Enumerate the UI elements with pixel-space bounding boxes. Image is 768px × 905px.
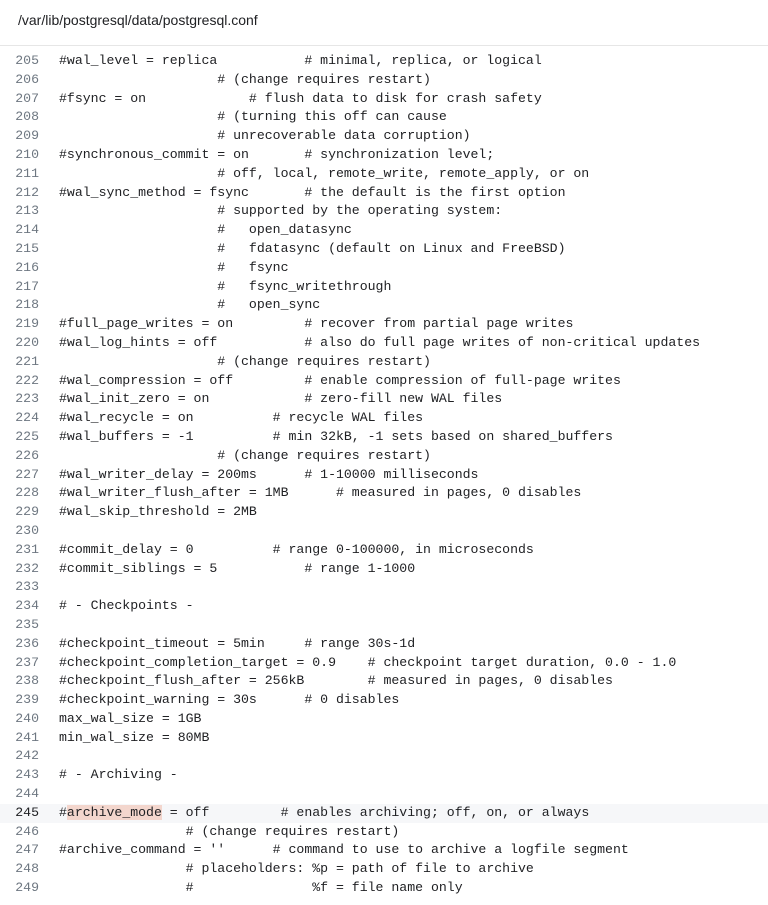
line-text: # supported by the operating system: — [59, 203, 503, 219]
line-number: 229 — [15, 504, 39, 520]
line-text: #wal_compression = off # enable compression of full-page writes — [59, 372, 621, 388]
line-number: 248 — [15, 861, 39, 877]
line-text: #checkpoint_completion_target = 0.9 # checkpoint target duration, 0.0 - 1.0 — [59, 654, 677, 670]
code-line[interactable] — [0, 428, 768, 447]
code-line[interactable] — [0, 597, 768, 616]
line-text: #full_page_writes = on # recover from partial page writes — [59, 316, 574, 332]
line-number: 220 — [15, 334, 39, 350]
line-number: 222 — [15, 372, 39, 388]
code-line[interactable] — [0, 447, 768, 466]
line-number: 225 — [15, 428, 39, 444]
line-text: min_wal_size = 80MB — [59, 729, 210, 745]
line-text — [59, 804, 589, 823]
line-number: 207 — [15, 90, 39, 106]
code-line[interactable] — [0, 841, 768, 860]
code-line[interactable] — [0, 353, 768, 372]
code-line[interactable] — [0, 560, 768, 579]
code-line[interactable] — [0, 672, 768, 691]
line-number: 210 — [15, 146, 39, 162]
code-line[interactable] — [0, 71, 768, 90]
code-line[interactable] — [0, 315, 768, 334]
line-number: 216 — [15, 259, 39, 275]
line-text: # - Checkpoints - — [59, 598, 194, 614]
line-text: # (turning this off can cause — [59, 109, 447, 125]
code-line[interactable] — [0, 372, 768, 391]
line-text: #wal_level = replica # minimal, replica, or logical — [59, 53, 542, 68]
line-text: max_wal_size = 1GB — [59, 710, 202, 726]
file-path-bar — [0, 0, 768, 46]
line-number: 240 — [15, 710, 39, 726]
code-line[interactable] — [0, 484, 768, 503]
line-text: #synchronous_commit = on # synchronization level; — [59, 146, 495, 162]
line-text-rest: = off # enables archiving; off, on, or always — [161, 804, 590, 820]
line-text: # unrecoverable data corruption) — [59, 128, 471, 144]
line-number: 223 — [15, 391, 39, 407]
line-number: 219 — [15, 316, 39, 332]
code-line[interactable] — [0, 804, 768, 823]
line-number: 247 — [15, 842, 39, 858]
line-number: 230 — [15, 522, 39, 538]
line-text: # (change requires restart) — [59, 823, 400, 839]
line-number: 208 — [15, 109, 39, 125]
line-number: 209 — [15, 128, 39, 144]
line-number: 227 — [15, 466, 39, 482]
code-line[interactable] — [0, 710, 768, 729]
code-line[interactable] — [0, 654, 768, 673]
line-number: 214 — [15, 222, 39, 238]
line-text: #checkpoint_flush_after = 256kB # measured in pages, 0 disables — [59, 673, 613, 689]
line-number: 236 — [15, 635, 39, 651]
line-text: #commit_siblings = 5 # range 1-1000 — [59, 560, 416, 576]
line-text: #commit_delay = 0 # range 0-100000, in microseconds — [59, 541, 534, 557]
line-number: 242 — [15, 748, 39, 764]
code-line[interactable] — [0, 108, 768, 127]
file-path: /var/lib/postgresql/data/postgresql.conf — [18, 12, 258, 28]
line-number: 215 — [15, 240, 39, 256]
line-number: 213 — [15, 203, 39, 219]
code-line[interactable] — [0, 165, 768, 184]
line-text: #wal_log_hints = off # also do full page writes of non-critical updates — [59, 334, 701, 350]
code-line[interactable] — [0, 202, 768, 221]
line-text: # - Archiving - — [59, 767, 178, 783]
line-text: # fsync — [59, 259, 289, 275]
code-line[interactable] — [0, 503, 768, 522]
line-number: 241 — [15, 729, 39, 745]
code-line[interactable] — [0, 278, 768, 297]
code-line[interactable] — [0, 766, 768, 785]
line-text: # open_datasync — [59, 222, 352, 238]
code-line[interactable] — [0, 259, 768, 278]
line-text: # fsync_writethrough — [59, 278, 392, 294]
line-number: 205 — [15, 53, 39, 68]
code-line[interactable] — [0, 52, 768, 71]
line-number: 228 — [15, 485, 39, 501]
line-number: 235 — [15, 616, 39, 632]
code-line[interactable] — [0, 221, 768, 240]
line-number: 206 — [15, 71, 39, 87]
line-number: 238 — [15, 673, 39, 689]
code-line[interactable] — [0, 691, 768, 710]
line-text: # placeholders: %p = path of file to archive — [59, 861, 534, 877]
line-text: #wal_writer_flush_after = 1MB # measured in pages, 0 disables — [59, 485, 582, 501]
line-text: #wal_init_zero = on # zero-fill new WAL files — [59, 391, 503, 407]
line-number: 231 — [15, 541, 39, 557]
line-text: #fsync = on # flush data to disk for crash safety — [59, 90, 542, 106]
line-text: #archive_command = '' # command to use to archive a logfile segment — [59, 842, 629, 858]
code-line[interactable] — [0, 879, 768, 898]
code-line[interactable] — [0, 90, 768, 109]
code-line[interactable] — [0, 296, 768, 315]
line-text: #wal_writer_delay = 200ms # 1-10000 milliseconds — [59, 466, 479, 482]
line-number: 233 — [15, 579, 39, 595]
code-line[interactable] — [0, 522, 768, 541]
line-text: # (change requires restart) — [59, 71, 431, 87]
line-number: 218 — [15, 297, 39, 313]
line-number: 234 — [15, 598, 39, 614]
code-line[interactable] — [0, 729, 768, 748]
line-number: 243 — [15, 767, 39, 783]
code-line[interactable] — [0, 616, 768, 635]
line-number: 226 — [15, 447, 39, 463]
line-number: 246 — [15, 823, 39, 839]
code-line[interactable] — [0, 390, 768, 409]
code-line[interactable] — [0, 578, 768, 597]
code-line[interactable] — [0, 823, 768, 842]
line-number: 224 — [15, 410, 39, 426]
line-number: 245 — [15, 804, 39, 820]
line-number: 221 — [15, 353, 39, 369]
line-text: #wal_sync_method = fsync # the default is the first option — [59, 184, 566, 200]
line-number: 249 — [15, 880, 39, 896]
line-number: 239 — [15, 692, 39, 708]
line-text: #wal_skip_threshold = 2MB — [59, 504, 257, 520]
line-text: # (change requires restart) — [59, 353, 431, 369]
code-line[interactable] — [0, 127, 768, 146]
line-text-prefix: # — [59, 804, 67, 820]
line-text: #wal_buffers = -1 # min 32kB, -1 sets based on shared_buffers — [59, 428, 613, 444]
code-line[interactable] — [0, 635, 768, 654]
line-text: # off, local, remote_write, remote_apply, or on — [59, 165, 590, 181]
highlighted-word: archive_mode — [66, 804, 162, 820]
line-text: # %f = file name only — [59, 880, 463, 896]
line-text: #wal_recycle = on # recycle WAL files — [59, 410, 424, 426]
line-number: 211 — [15, 165, 39, 181]
line-number: 217 — [15, 278, 39, 294]
code-line[interactable] — [0, 466, 768, 485]
line-text: #checkpoint_timeout = 5min # range 30s-1d — [59, 635, 416, 651]
code-line[interactable] — [0, 334, 768, 353]
line-text: # open_sync — [59, 297, 321, 313]
code-line[interactable] — [0, 860, 768, 879]
line-number: 237 — [15, 654, 39, 670]
line-text: #checkpoint_warning = 30s # 0 disables — [59, 692, 400, 708]
code-line[interactable] — [0, 409, 768, 428]
code-line[interactable] — [0, 747, 768, 766]
line-number: 232 — [15, 560, 39, 576]
code-editor[interactable] — [0, 52, 768, 898]
code-line[interactable] — [0, 146, 768, 165]
code-line[interactable] — [0, 240, 768, 259]
line-text: # (change requires restart) — [59, 447, 431, 463]
line-text: # fdatasync (default on Linux and FreeBSD) — [59, 240, 566, 256]
code-line[interactable] — [0, 541, 768, 560]
line-number: 212 — [15, 184, 39, 200]
code-line[interactable] — [0, 785, 768, 804]
code-line[interactable] — [0, 184, 768, 203]
line-number: 244 — [15, 786, 39, 802]
